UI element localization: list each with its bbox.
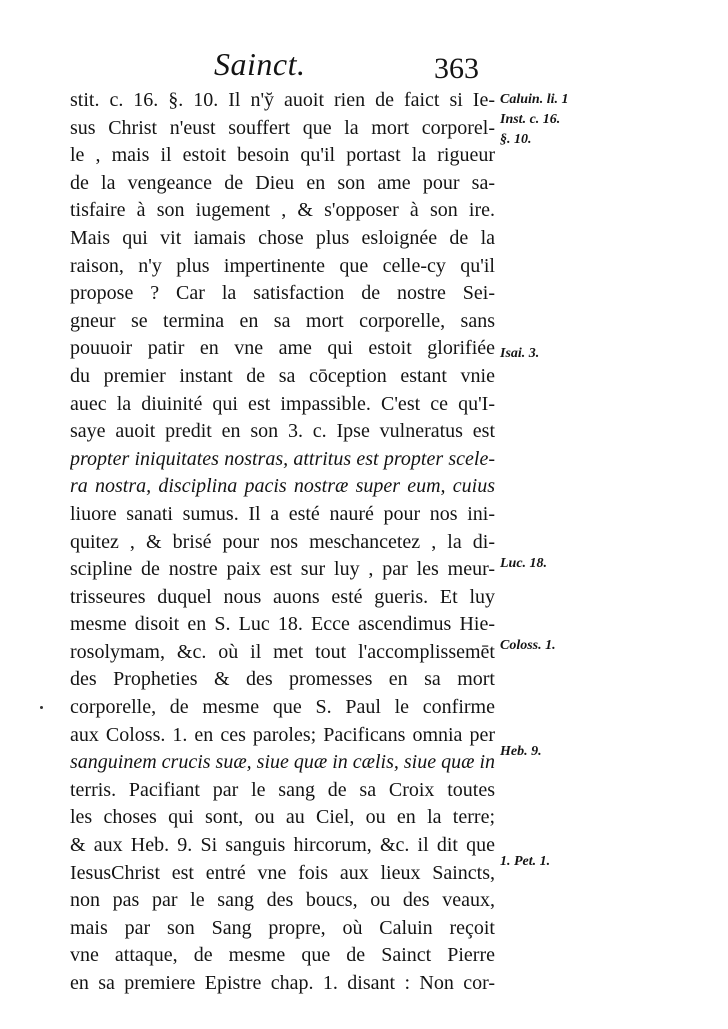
text-line-latin-quote: sanguinem crucis suæ, siue quæ in cælis, siue quæ in xyxy=(70,751,495,774)
text-line: & aux Heb. 9. Si sanguis hircorum, &c. il dit que xyxy=(70,834,495,857)
text-line: terris. Pacifiant par le sang de sa Croix toutes xyxy=(70,778,495,801)
text-line: trisseures duquel nous auons esté gueris. Et luy xyxy=(70,585,495,608)
margin-note-luc: Luc. 18. xyxy=(500,556,548,571)
margin-note-heb: Heb. 9. xyxy=(500,744,542,759)
text-line: gneur se termina en sa mort corporelle, sans xyxy=(70,309,495,332)
margin-note-line: §. 10. xyxy=(500,132,532,147)
text-line: propose ? Car la satisfaction de nostre Sei- xyxy=(70,282,495,305)
body-text xyxy=(70,87,495,998)
text-line: des Propheties & des promesses en sa mort xyxy=(70,668,495,691)
text-line: stit. c. 16. §. 10. Il n'y̆ auoit rien de faict si Ie- xyxy=(70,89,495,111)
running-head: Sainct. xyxy=(214,46,306,82)
text-line: du premier instant de sa cōception estant vnie xyxy=(70,364,495,387)
text-line: corporelle, de mesme que S. Paul le confirme xyxy=(70,696,495,719)
text-line: vne attaque, de mesme que de Sainct Pierre xyxy=(70,944,495,967)
margin-note-pet: 1. Pet. 1. xyxy=(500,854,551,869)
text-line: aux Coloss. 1. en ces paroles; Pacificans omnia per xyxy=(70,723,495,746)
text-line: quitez , & brisé pour nos meschancetez , la di- xyxy=(70,530,495,553)
text-line: en sa premiere Epistre chap. 1. disant : Non cor- xyxy=(70,972,495,994)
text-line: saye auoit predit en son 3. c. Ipse vulneratus est xyxy=(70,420,495,443)
text-line: IesusChrist est entré vne fois aux lieux Saincts, xyxy=(70,861,495,884)
margin-note-isai: Isai. 3. xyxy=(500,346,540,361)
text-line: le , mais il estoit besoin qu'il portast la rigueur xyxy=(70,144,495,167)
margin-note-line: Inst. c. 16. xyxy=(500,112,561,127)
text-line: auec la diuinité qui est impassible. C'est ce qu'I- xyxy=(70,392,495,415)
text-line: Mais qui vit iamais chose plus esloignée de la xyxy=(70,226,495,249)
text-line-latin-quote: ra nostra, disciplina pacis nostræ super eum, cuius xyxy=(70,475,495,498)
text-line: mesme disoit en S. Luc 18. Ecce ascendimus Hie- xyxy=(70,613,495,636)
text-line: raison, n'y plus impertinente que celle-cy qu'il xyxy=(70,254,495,277)
page-number: 363 xyxy=(434,52,479,85)
text-line: rosolymam, &c. où il met tout l'accomplissemēt xyxy=(70,640,495,663)
margin-note-coloss: Coloss. 1. xyxy=(500,638,556,653)
text-line: les choses qui sont, ou au Ciel, ou en la terre; xyxy=(70,806,495,829)
text-line: sus Christ n'eust souffert que la mort corporel- xyxy=(70,116,495,139)
margin-note-calvin xyxy=(500,90,568,150)
text-line-latin-quote: propter iniquitates nostras, attritus est propter scele- xyxy=(70,447,495,470)
text-line: de la vengeance de Dieu en son ame pour sa- xyxy=(70,171,495,194)
text-line: non pas par le sang des boucs, ou des veaux, xyxy=(70,889,495,912)
text-line: liuore sanati sumus. Il a esté nauré pour nos ini- xyxy=(70,502,495,525)
text-line: pouuoir patir en vne ame qui estoit glorifiée xyxy=(70,337,495,360)
text-line: mais par son Sang propre, où Caluin reçoit xyxy=(70,916,495,939)
margin-note-line: Caluin. li. 1 xyxy=(500,92,569,107)
text-line: tisfaire à son iugement , & s'opposer à son ire. xyxy=(70,199,495,222)
ink-speck xyxy=(40,706,43,709)
text-line: scipline de nostre paix est sur luy , par les meur- xyxy=(70,558,495,581)
